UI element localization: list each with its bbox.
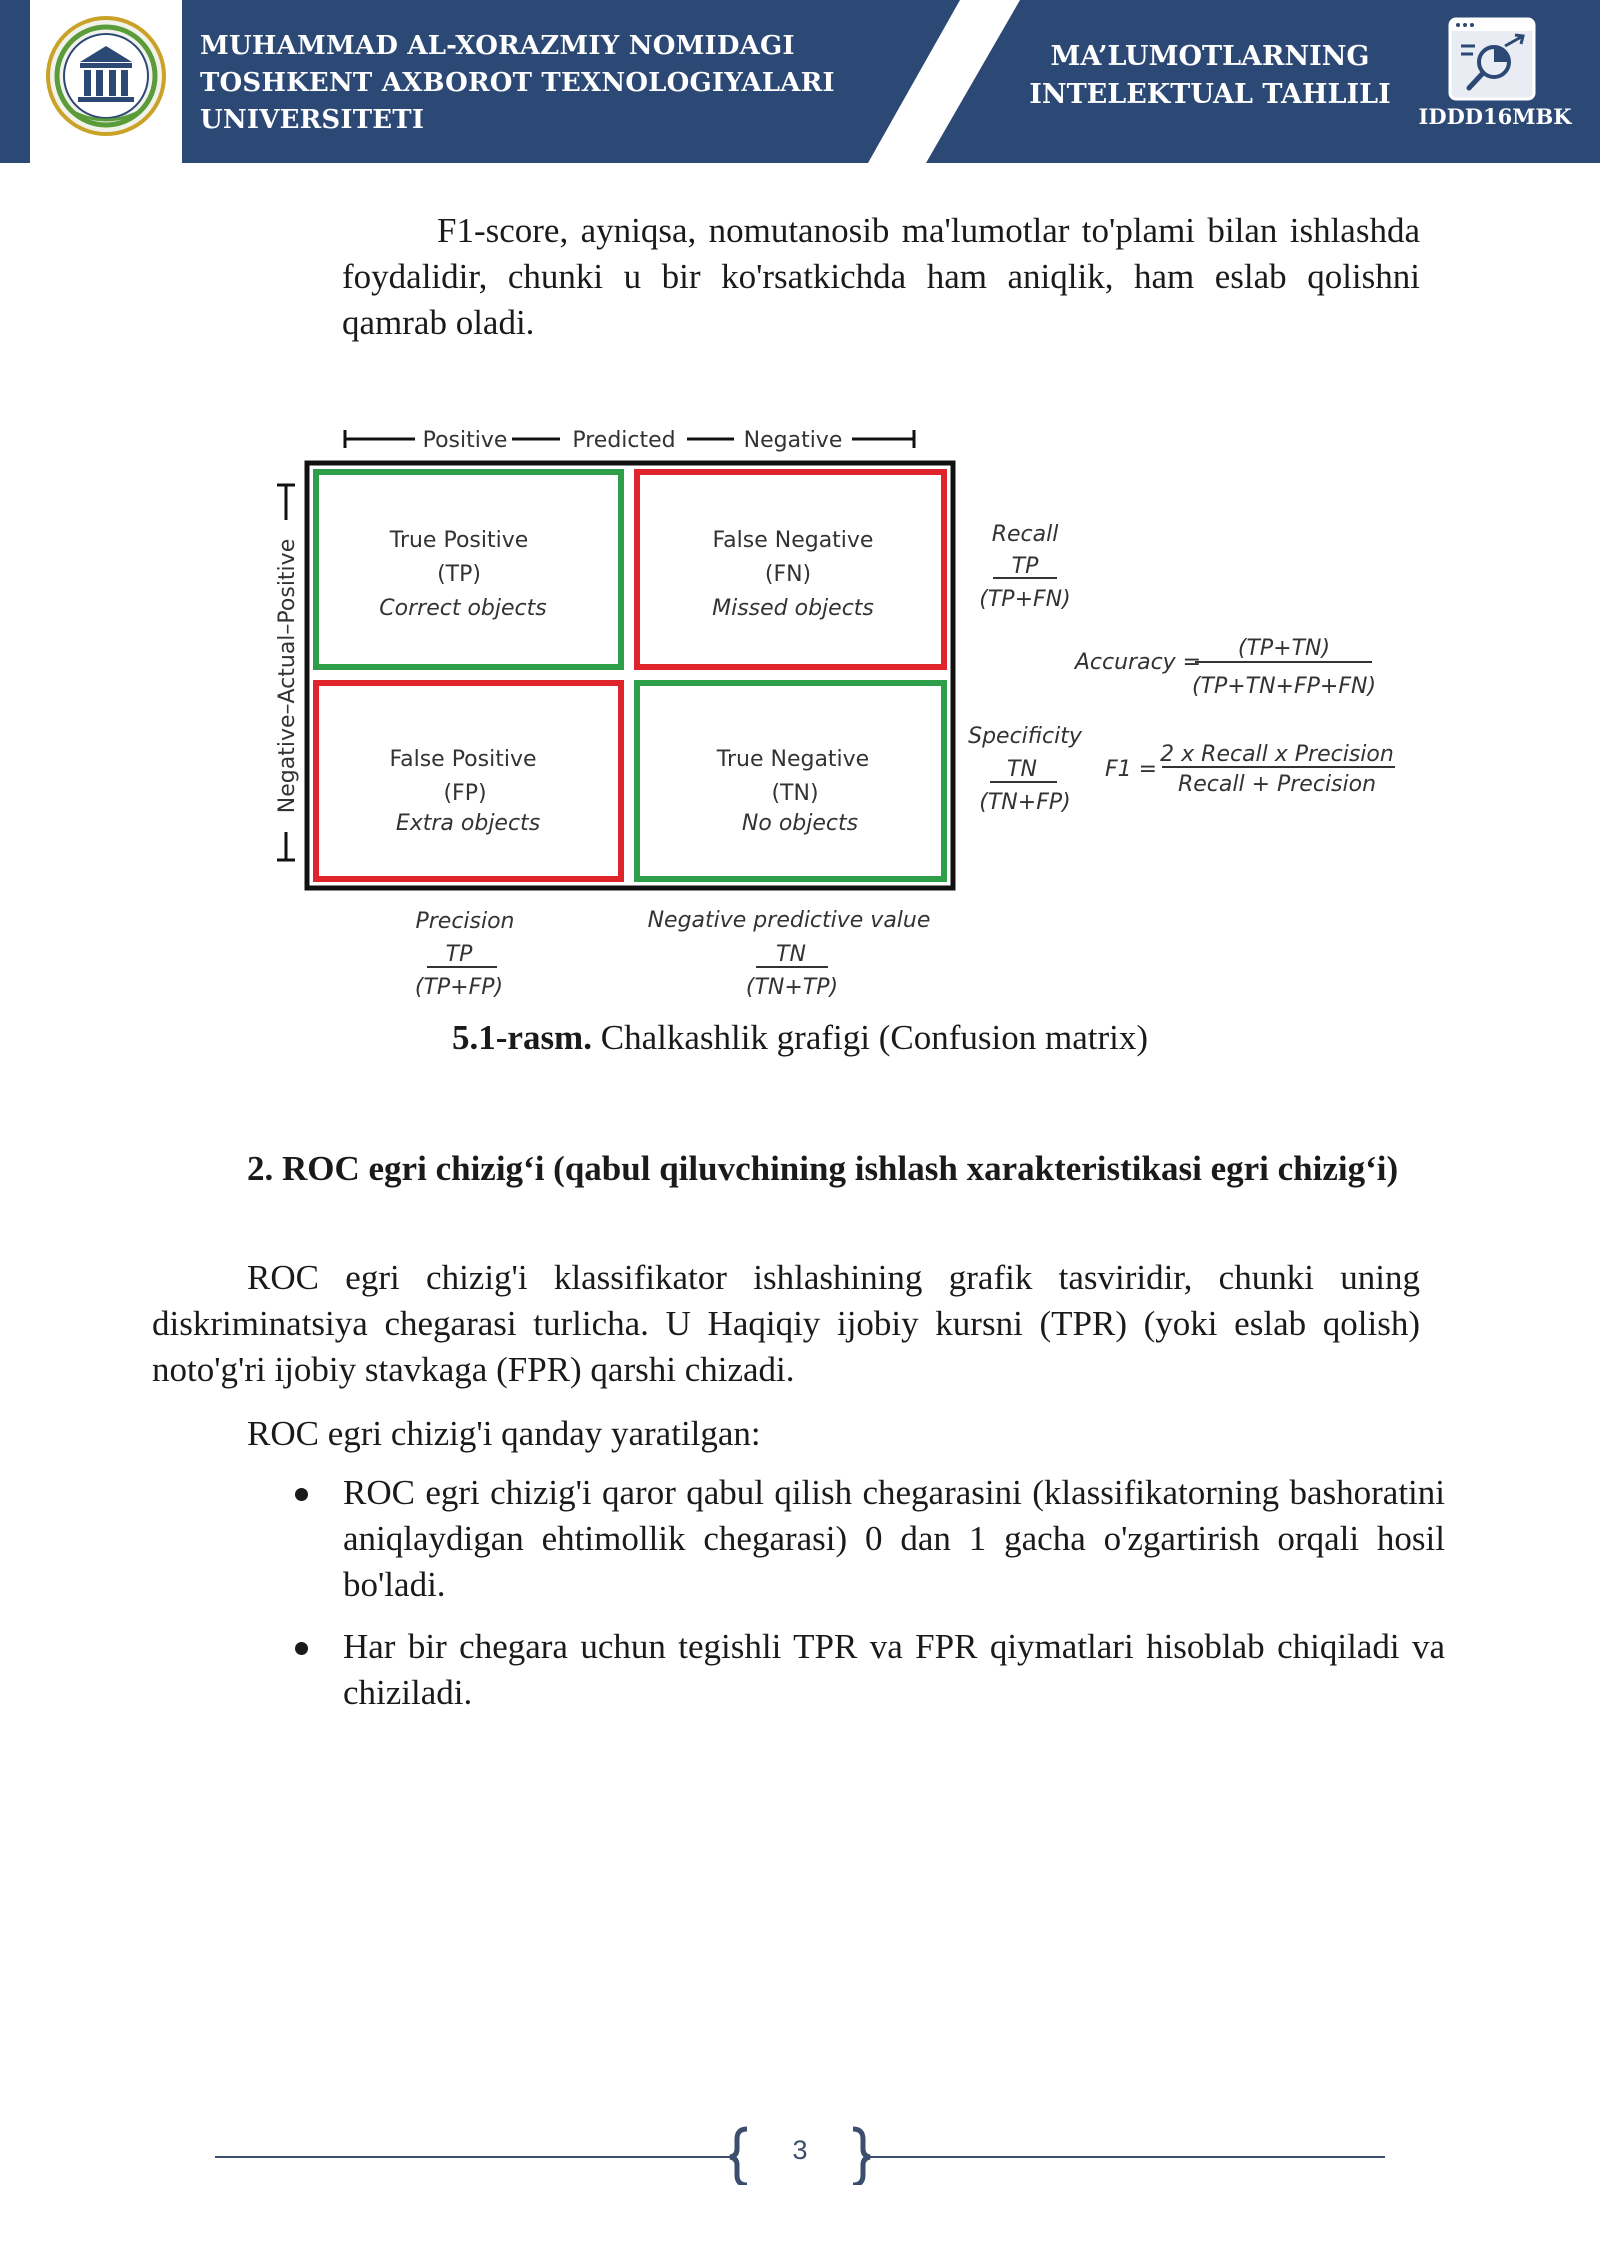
fp-abbr: (FP)	[443, 781, 487, 806]
tp-abbr: (TP)	[437, 562, 481, 587]
university-name-line-2: TOSHKENT AXBOROT TEXNOLOGIYALARI	[200, 68, 835, 98]
recall-numerator: TP	[1011, 554, 1039, 579]
course-title-line-2: INTELEKTUAL TAHLILI	[1029, 79, 1391, 110]
precision-label: Precision	[415, 909, 515, 934]
npv-denominator: (TN+TP)	[745, 975, 839, 1000]
bullet-icon	[295, 1642, 308, 1655]
university-name-line-1: MUHAMMAD AL-XORAZMIY NOMIDAGI	[200, 31, 795, 61]
f1-denominator: Recall + Precision	[1177, 772, 1377, 797]
f1-numerator: 2 x Recall x Precision	[1160, 742, 1394, 767]
figure-caption-text: Chalkashlik grafigi (Confusion matrix)	[591, 1018, 1148, 1057]
university-name-line-3: UNIVERSITETI	[200, 105, 425, 135]
analytics-icon	[1447, 16, 1539, 106]
fn-name: False Negative	[712, 528, 874, 553]
specificity-label: Specificity	[968, 724, 1082, 749]
accuracy-numerator: (TP+TN)	[1237, 636, 1331, 661]
list-item	[295, 1624, 1445, 1716]
fn-desc: Missed objects	[712, 596, 874, 621]
npv-label: Negative predictive value	[647, 908, 931, 933]
confusion-matrix-figure	[260, 410, 1410, 1015]
page-number: 3	[792, 2135, 808, 2165]
accuracy-label: Accuracy =	[1074, 650, 1202, 675]
predicted-positive-label: Positive	[422, 428, 508, 453]
f1-label: F1 =	[1104, 757, 1158, 782]
course-title	[1015, 38, 1405, 114]
npv-numerator: TN	[776, 942, 806, 967]
precision-denominator: (TP+FP)	[414, 975, 504, 1000]
fp-name: False Positive	[389, 747, 537, 772]
figure-caption-number: 5.1-rasm.	[452, 1018, 592, 1057]
section-heading: 2. ROC egri chizig‘i (qabul qiluvchining ishlash xarakteristikasi egri chizig‘i)	[247, 1149, 1399, 1188]
tn-abbr: (TN)	[771, 781, 819, 806]
predicted-label: Predicted	[572, 428, 676, 453]
bullet-text: ROC egri chizig'i qaror qabul qilish chegarasini (klassifikatorning bashoratini aniqlaydigan ehtimollik chegarasi) 0 dan 1 gacha o'zgartirish orqali hosil bo'ladi.	[343, 1473, 1445, 1604]
course-code: IDDD16MBK	[1418, 104, 1572, 129]
list-item	[295, 1470, 1445, 1608]
university-logo	[30, 0, 182, 163]
university-logo-panel	[30, 0, 182, 163]
fn-abbr: (FN)	[764, 562, 812, 587]
tn-name: True Negative	[716, 747, 870, 772]
bullet-list	[295, 1470, 1445, 1732]
roc-how-paragraph: ROC egri chizig'i qanday yaratilgan:	[247, 1414, 761, 1453]
fp-desc: Extra objects	[395, 811, 541, 836]
precision-numerator: TP	[445, 942, 473, 967]
page-header	[0, 0, 1600, 163]
recall-denominator: (TP+FN)	[979, 587, 1071, 612]
actual-axis-label: Negative–Actual–Positive	[275, 538, 300, 814]
specificity-denominator: (TN+FP)	[979, 790, 1071, 815]
predicted-negative-label: Negative	[743, 428, 843, 453]
tp-name: True Positive	[389, 528, 529, 553]
figure-caption	[0, 1018, 1600, 1058]
recall-label: Recall	[991, 522, 1059, 547]
bullet-text: Har bir chegara uchun tegishli TPR va FPR qiymatlari hisoblab chiqiladi va chiziladi.	[343, 1627, 1445, 1712]
accuracy-denominator: (TP+TN+FP+FN)	[1191, 674, 1377, 699]
course-title-line-1: MA’LUMOTLARNING	[1050, 41, 1370, 72]
intro-paragraph: F1-score, ayniqsa, nomutanosib ma'lumotlar to'plami bilan ishlashda foydalidir, chunki u bir ko'rsatkichda ham aniqlik, ham eslab qolishni qamrab oladi.	[342, 211, 1420, 342]
university-name	[200, 28, 835, 139]
roc-paragraph: ROC egri chizig'i klassifikator ishlashining grafik tasviridir, chunki uning diskriminatsiya chegarasi turlicha. U Haqiqiy ijobiy kursni (TPR) (yoki eslab qolish) noto'g'ri ijobiy stavkaga (FPR) qarshi chizadi.	[152, 1258, 1420, 1389]
tn-desc: No objects	[741, 811, 859, 836]
specificity-numerator: TN	[1007, 757, 1037, 782]
tp-desc: Correct objects	[379, 596, 547, 621]
bullet-icon	[295, 1488, 308, 1501]
